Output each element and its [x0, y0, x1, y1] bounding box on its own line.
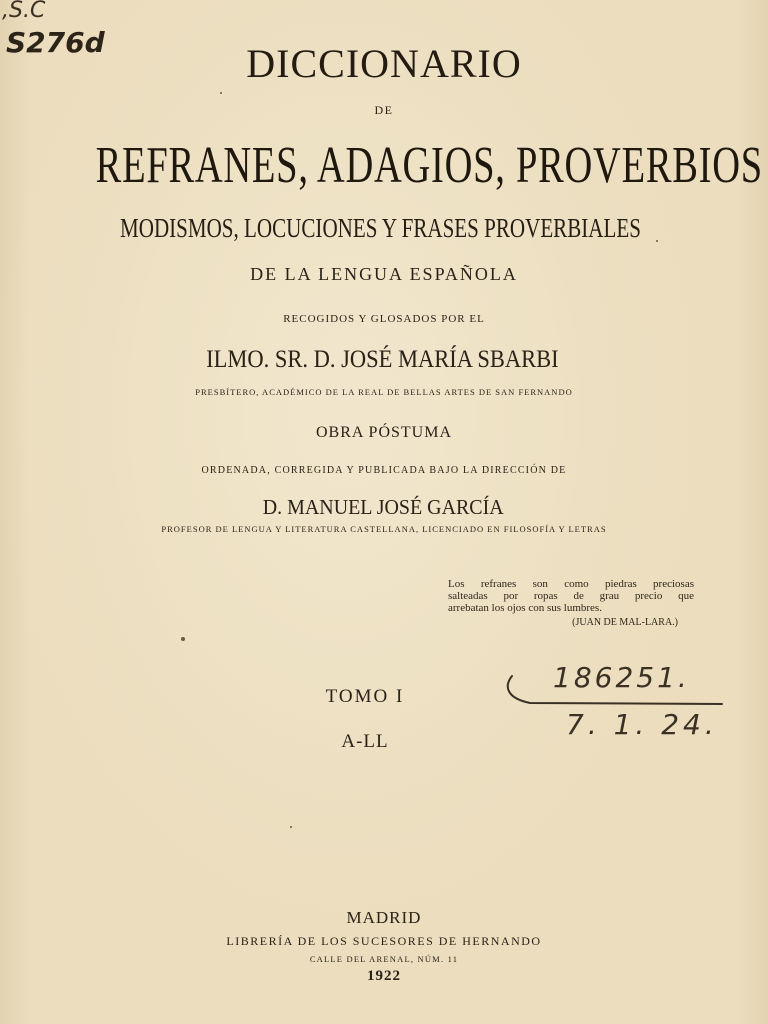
publisher-address: CALLE DEL ARENAL, NÚM. 11: [309, 954, 459, 964]
accession-number: 186251.: [553, 661, 690, 694]
epigraph-line: Los refranes son como piedras preciosas: [448, 578, 694, 590]
collected-by-line: RECOGIDOS Y GLOSADOS POR EL: [283, 313, 485, 325]
book-title: DICCIONARIO: [246, 41, 522, 86]
epigraph-source: (JUAN DE MAL-LARA.): [572, 617, 678, 628]
publication-year: 1922: [367, 968, 401, 984]
epigraph: [448, 578, 694, 614]
author-description: PRESBÍTERO, ACADÉMICO DE LA REAL DE BELLAS ARTES DE SAN FERNANDO: [195, 387, 573, 397]
paper-speck: [220, 92, 222, 94]
library-mark-line2: S276d: [6, 26, 105, 59]
paper-speck: [181, 637, 185, 641]
volume-range: A-LL: [341, 731, 389, 752]
editor-name: D. MANUEL JOSÉ GARCÍA: [262, 495, 504, 519]
main-title: REFRANES, ADAGIOS, PROVERBIOS: [95, 137, 763, 194]
volume-label: TOMO I: [325, 686, 405, 707]
library-mark-line1: ,S.C: [2, 0, 46, 23]
publication-city: MADRID: [346, 908, 422, 927]
epigraph-line: salteadas por ropas de grau precio que: [448, 590, 694, 602]
epigraph-line: arrebatan los ojos con sus lumbres.: [448, 602, 602, 614]
accession-date: 7. 1. 24.: [566, 708, 718, 741]
posthumous-work-line: OBRA PÓSTUMA: [315, 424, 453, 441]
paper-speck: [656, 240, 658, 242]
author-name: ILMO. SR. D. JOSÉ MARÍA SBARBI: [206, 346, 559, 373]
edited-note: ORDENADA, CORREGIDA Y PUBLICADA BAJO LA DIRECCIÓN DE: [201, 465, 567, 476]
language-line: DE LA LENGUA ESPAÑOLA: [250, 264, 518, 284]
underline-stroke: [500, 672, 730, 712]
subtitle: MODISMOS, LOCUCIONES Y FRASES PROVERBIALES: [120, 213, 641, 243]
editor-description: PROFESOR DE LENGUA Y LITERATURA CASTELLANA, LICENCIADO EN FILOSOFÍA Y LETRAS: [161, 524, 607, 534]
paper-speck: [290, 826, 292, 828]
publisher: LIBRERÍA DE LOS SUCESORES DE HERNANDO: [226, 934, 542, 948]
title-connector: DE: [374, 103, 394, 117]
